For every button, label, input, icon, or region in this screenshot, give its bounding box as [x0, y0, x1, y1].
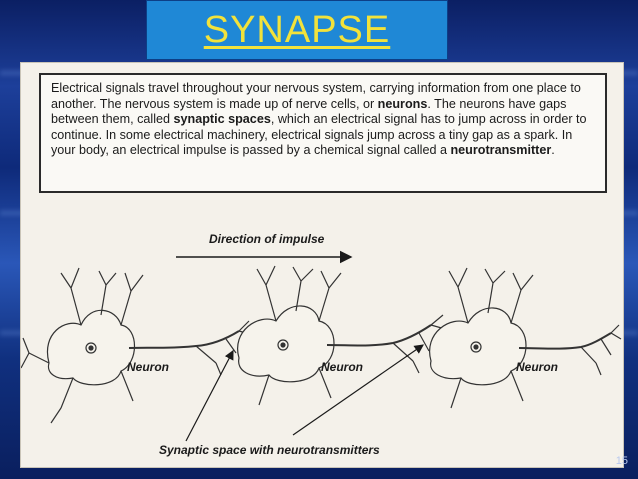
- page-number: 15: [615, 455, 628, 467]
- neuron-1: [21, 268, 253, 423]
- title-box: [146, 0, 448, 60]
- bold-term: neurons: [377, 96, 428, 111]
- neuron-label: Neuron: [516, 360, 558, 374]
- neuron-figure: [20, 62, 624, 468]
- neuron-label: Neuron: [321, 360, 363, 374]
- bold-term: synaptic spaces: [173, 112, 271, 126]
- bold-term: neurotransmitter: [450, 143, 552, 157]
- paragraph-segment: , which an electrical signal has to jump across in order to continue. In some electrical machinery, electrical signals jump across a tiny gap as a spark. In your body, an electrical impulse is passed by a chemical signal called a: [51, 112, 587, 157]
- paragraph-segment: . The neurons have gaps between them, called: [51, 96, 567, 126]
- neuron-diagram: [21, 63, 623, 467]
- neuron-label: Neuron: [127, 360, 169, 374]
- neuron-3: [430, 268, 621, 408]
- paragraph-segment: Electrical signals travel throughout your nervous system, carrying information from one place to another. The nervous system is made up of nerve cells, or: [51, 81, 581, 111]
- neuron-2: [238, 266, 445, 405]
- synaptic-space-label: Synaptic space with neurotransmitters: [159, 443, 380, 457]
- paragraph-segment: .: [551, 143, 555, 157]
- direction-of-impulse-label: Direction of impulse: [209, 232, 325, 246]
- synapse-pointer-line: [186, 351, 233, 441]
- slide-title: SYNAPSE: [203, 8, 391, 51]
